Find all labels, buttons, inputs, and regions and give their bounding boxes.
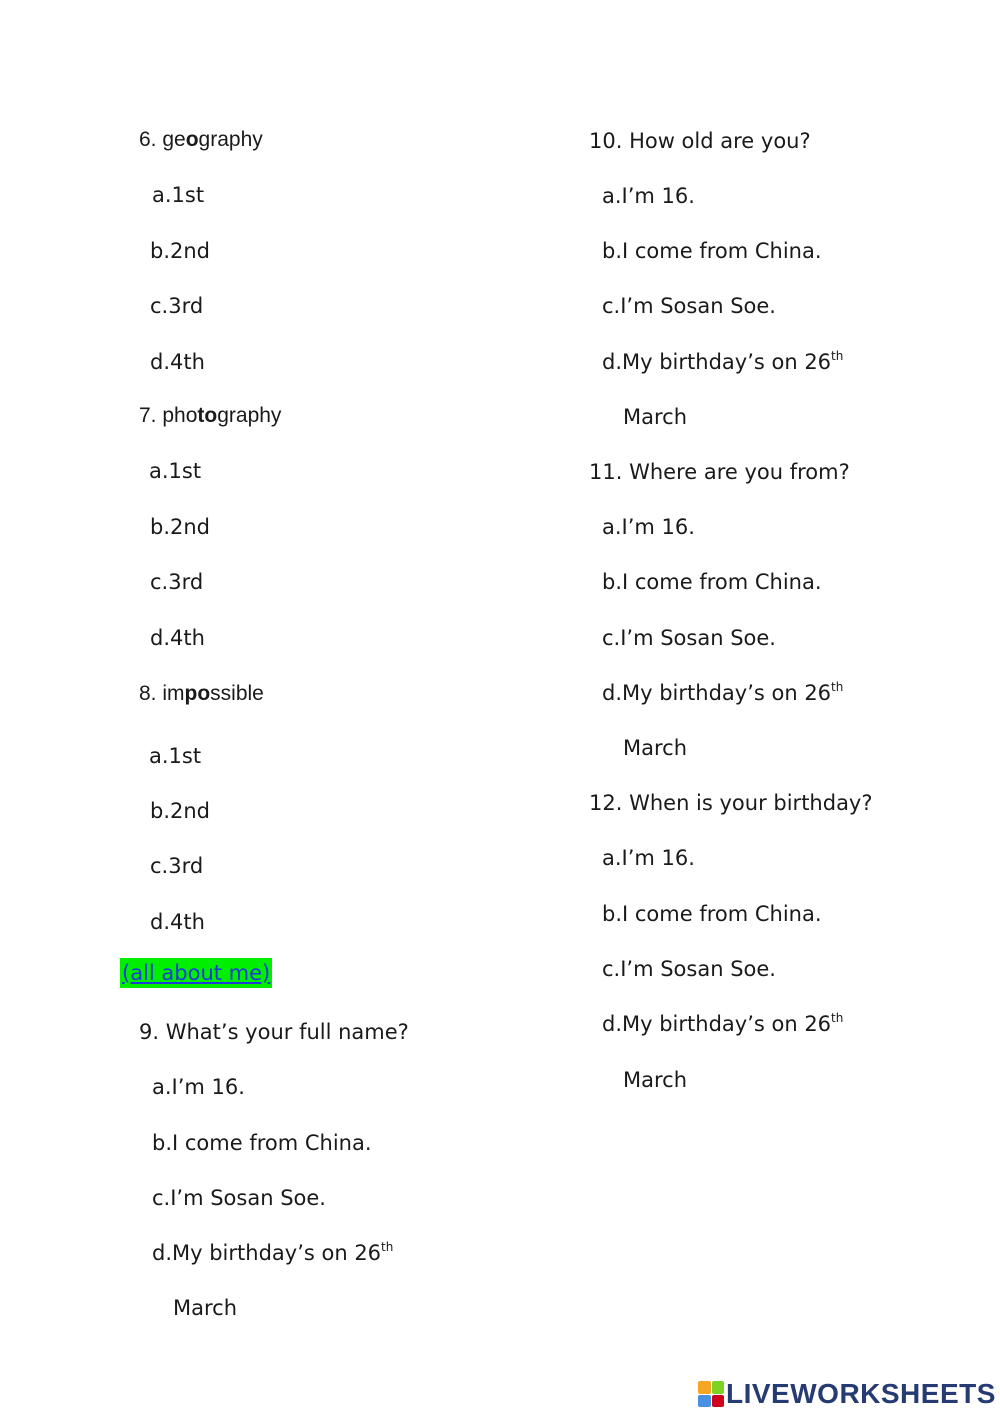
stressed-syllable: to (197, 404, 218, 427)
q9-option-d-continuation: March (173, 1296, 238, 1320)
q7-option-a[interactable]: a.1st (149, 459, 202, 483)
ordinal-suffix: th (831, 1011, 844, 1025)
liveworksheets-logo-icon (698, 1381, 724, 1407)
question-9: 9. What’s your full name? (139, 1020, 409, 1044)
section-highlight (120, 958, 272, 988)
q11-option-c[interactable]: c.I’m Sosan Soe. (602, 626, 776, 650)
word-prefix: 8. im (139, 682, 185, 705)
word-prefix: 7. pho (139, 404, 198, 427)
word-suffix: graphy (217, 404, 282, 427)
option-text: d.My birthday’s on 26 (602, 681, 832, 705)
q11-option-d-continuation: March (623, 736, 688, 760)
q8-option-b[interactable]: b.2nd (150, 799, 211, 823)
q9-option-b[interactable]: b.I come from China. (152, 1131, 372, 1155)
question-12: 12. When is your birthday? (589, 791, 873, 815)
question-11: 11. Where are you from? (589, 460, 850, 484)
q6-option-b[interactable]: b.2nd (150, 239, 211, 263)
option-text: d.My birthday’s on 26 (602, 350, 832, 374)
q7-option-d[interactable]: d.4th (150, 626, 205, 650)
q8-option-d[interactable]: d.4th (150, 910, 205, 934)
q12-option-a[interactable]: a.I’m 16. (602, 846, 695, 870)
q10-option-b[interactable]: b.I come from China. (602, 239, 822, 263)
ordinal-suffix: th (831, 680, 844, 694)
liveworksheets-logo (698, 1378, 996, 1410)
q6-option-d[interactable]: d.4th (150, 350, 205, 374)
q9-option-c[interactable]: c.I’m Sosan Soe. (152, 1186, 326, 1210)
option-text: d.My birthday’s on 26 (602, 1012, 832, 1036)
option-text: d.My birthday’s on 26 (152, 1241, 382, 1265)
q12-option-c[interactable]: c.I’m Sosan Soe. (602, 957, 776, 981)
q10-option-a[interactable]: a.I’m 16. (602, 184, 695, 208)
all-about-me-link[interactable]: (all about me) (122, 961, 271, 985)
question-10: 10. How old are you? (589, 129, 811, 153)
q12-option-d-continuation: March (623, 1068, 688, 1092)
question-6-word (139, 128, 263, 152)
stressed-syllable: po (184, 682, 211, 705)
q11-option-b[interactable]: b.I come from China. (602, 570, 822, 594)
q11-option-d[interactable] (602, 681, 843, 708)
word-prefix: 6. ge (139, 128, 186, 151)
q6-option-c[interactable]: c.3rd (150, 294, 204, 318)
q10-option-d[interactable] (602, 350, 843, 377)
question-8-word (139, 682, 264, 706)
question-7-word (139, 404, 281, 428)
q10-option-c[interactable]: c.I’m Sosan Soe. (602, 294, 776, 318)
stressed-syllable: o (185, 128, 199, 151)
q9-option-d[interactable] (152, 1241, 393, 1268)
ordinal-suffix: th (381, 1240, 394, 1254)
q7-option-b[interactable]: b.2nd (150, 515, 211, 539)
q9-option-a[interactable]: a.I’m 16. (152, 1075, 245, 1099)
q8-option-a[interactable]: a.1st (149, 744, 202, 768)
q12-option-d[interactable] (602, 1012, 843, 1039)
ordinal-suffix: th (831, 349, 844, 363)
q11-option-a[interactable]: a.I’m 16. (602, 515, 695, 539)
logo-text: LIVEWORKSHEETS (726, 1378, 996, 1409)
q8-option-c[interactable]: c.3rd (150, 854, 204, 878)
q12-option-b[interactable]: b.I come from China. (602, 902, 822, 926)
q7-option-c[interactable]: c.3rd (150, 570, 204, 594)
q6-option-a[interactable]: a.1st (152, 183, 205, 207)
word-suffix: ssible (210, 682, 264, 705)
word-suffix: graphy (198, 128, 263, 151)
q10-option-d-continuation: March (623, 405, 688, 429)
